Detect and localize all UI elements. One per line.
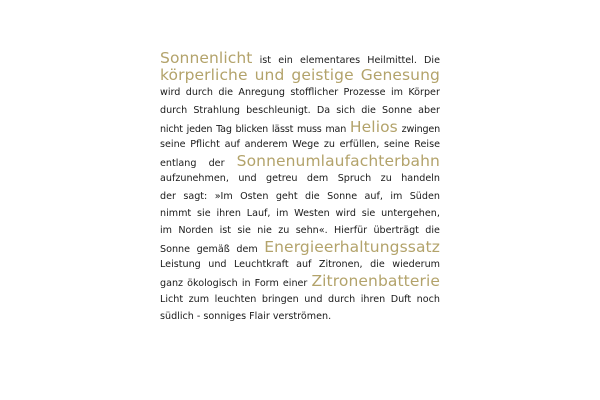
word: wird [160, 87, 181, 99]
word: die [361, 104, 376, 116]
word: sie [237, 224, 251, 236]
text-line [160, 102, 440, 119]
word: im [390, 190, 403, 202]
word: Heilmittel. [367, 55, 417, 66]
word: durch [327, 293, 356, 305]
text-line [160, 119, 440, 136]
text-line [160, 291, 440, 308]
word: Anregung [238, 87, 286, 99]
highlighted-word: und [254, 66, 285, 85]
word: Tag [216, 123, 232, 135]
word: nie [257, 224, 272, 236]
word: die [218, 87, 234, 99]
word: erfüllen, [339, 138, 380, 150]
word: Spruch [337, 173, 372, 185]
highlighted-word: Zitronenbatterie [311, 272, 440, 291]
word: im [276, 207, 289, 219]
word: aufzunehmen, [160, 173, 229, 185]
word: Pflicht [190, 138, 220, 150]
word: Sonne [160, 244, 191, 256]
word: gemäß [196, 244, 230, 256]
word: ihren [216, 207, 241, 219]
word: jeden [186, 123, 213, 135]
word: auf [224, 138, 240, 150]
word: südlich - sonniges Flair verströmen. [160, 310, 332, 322]
word: Reise [414, 138, 440, 150]
word: zu [278, 224, 290, 236]
highlighted-word: geistige [291, 66, 354, 85]
word: Prozesse [343, 87, 386, 99]
text-line [160, 205, 440, 222]
word: muss [296, 123, 322, 135]
text-line [160, 67, 440, 84]
word: Süden [409, 190, 440, 202]
word: einer [282, 278, 308, 290]
text-line [160, 188, 440, 205]
word: Lauf, [246, 207, 271, 219]
word: zum [188, 293, 210, 305]
word: Form [254, 278, 279, 290]
word: Zitronen, [318, 259, 363, 271]
word: und [304, 293, 323, 305]
highlighted-word: Energieerhaltungssatz [264, 238, 440, 257]
word: Leistung [160, 259, 201, 271]
word: im [390, 87, 403, 99]
word: lässt [271, 123, 294, 135]
word: der [208, 158, 225, 170]
word: zwingen [401, 123, 440, 135]
word: und [208, 259, 227, 271]
word: im [160, 224, 173, 236]
word: Körper [408, 87, 440, 99]
word: »Im [214, 190, 233, 202]
word: dem [306, 173, 329, 185]
word: überträgt [373, 224, 419, 236]
word: aber [418, 104, 440, 116]
word: Licht [160, 293, 184, 305]
word: die [370, 259, 385, 271]
word: sich [336, 104, 356, 116]
word: nimmt [160, 207, 192, 219]
word: auf [296, 259, 312, 271]
word: entlang [160, 158, 197, 170]
body-text [160, 50, 440, 325]
highlighted-word: Genesung [360, 66, 440, 85]
text-line [160, 84, 440, 101]
word: auf, [364, 190, 383, 202]
text-line [160, 153, 440, 170]
word: handeln [401, 173, 440, 185]
highlighted-word: Helios [349, 117, 398, 136]
word: die [305, 190, 320, 202]
word: stofflicher [290, 87, 339, 99]
word: ein [278, 55, 293, 66]
word: ganz [160, 278, 184, 290]
word: die [425, 224, 440, 236]
text-line [160, 308, 440, 325]
word: Da [316, 104, 331, 116]
text-line [160, 136, 440, 153]
highlighted-word: Sonnenumlaufachterbahn [236, 152, 440, 171]
word: durch [185, 87, 214, 99]
text-line [160, 170, 440, 187]
word: getreu [266, 173, 298, 185]
word: ist [259, 55, 272, 66]
word: zu [380, 173, 392, 185]
word: anderem [244, 138, 288, 150]
word: man [325, 123, 347, 135]
word: und [238, 173, 257, 185]
word: Wege [292, 138, 320, 150]
word: beschleunigt. [246, 104, 311, 116]
word: Norden [178, 224, 214, 236]
text-line [160, 273, 440, 290]
word: Osten [240, 190, 269, 202]
word: Westen [294, 207, 330, 219]
word: geht [275, 190, 298, 202]
word: Die [424, 55, 440, 66]
word: zu [323, 138, 335, 150]
word: in [241, 278, 251, 290]
word: ökologisch [187, 278, 238, 290]
word: leuchten [214, 293, 257, 305]
highlighted-word: körperliche [160, 66, 248, 85]
word: der [160, 190, 176, 202]
word: Leuchtkraft [233, 259, 289, 271]
word: seine [384, 138, 410, 150]
word: Sonne [327, 190, 358, 202]
word: ihren [360, 293, 386, 305]
word: elementares [300, 55, 361, 66]
word: durch [160, 104, 188, 116]
word: bringen [261, 293, 299, 305]
word: noch [416, 293, 440, 305]
text-line [160, 256, 440, 273]
word: nicht [160, 123, 183, 135]
word: sie [197, 207, 211, 219]
word: seine [160, 138, 186, 150]
word: dem [236, 244, 258, 256]
word: Sonne [382, 104, 413, 116]
text-line [160, 239, 440, 256]
word: wird [335, 207, 356, 219]
word: wiederum [392, 259, 440, 271]
word: sagt: [183, 190, 208, 202]
word: Hierfür [334, 224, 368, 236]
highlighted-word: Sonnenlicht [160, 49, 253, 67]
word: Strahlung [193, 104, 241, 116]
word: ist [219, 224, 232, 236]
text-line [160, 50, 440, 67]
word: sehn«. [295, 224, 328, 236]
word: Duft [390, 293, 412, 305]
word: sie [361, 207, 376, 219]
word: blicken [235, 123, 269, 135]
word: untergehen, [381, 207, 440, 219]
text-line [160, 222, 440, 239]
